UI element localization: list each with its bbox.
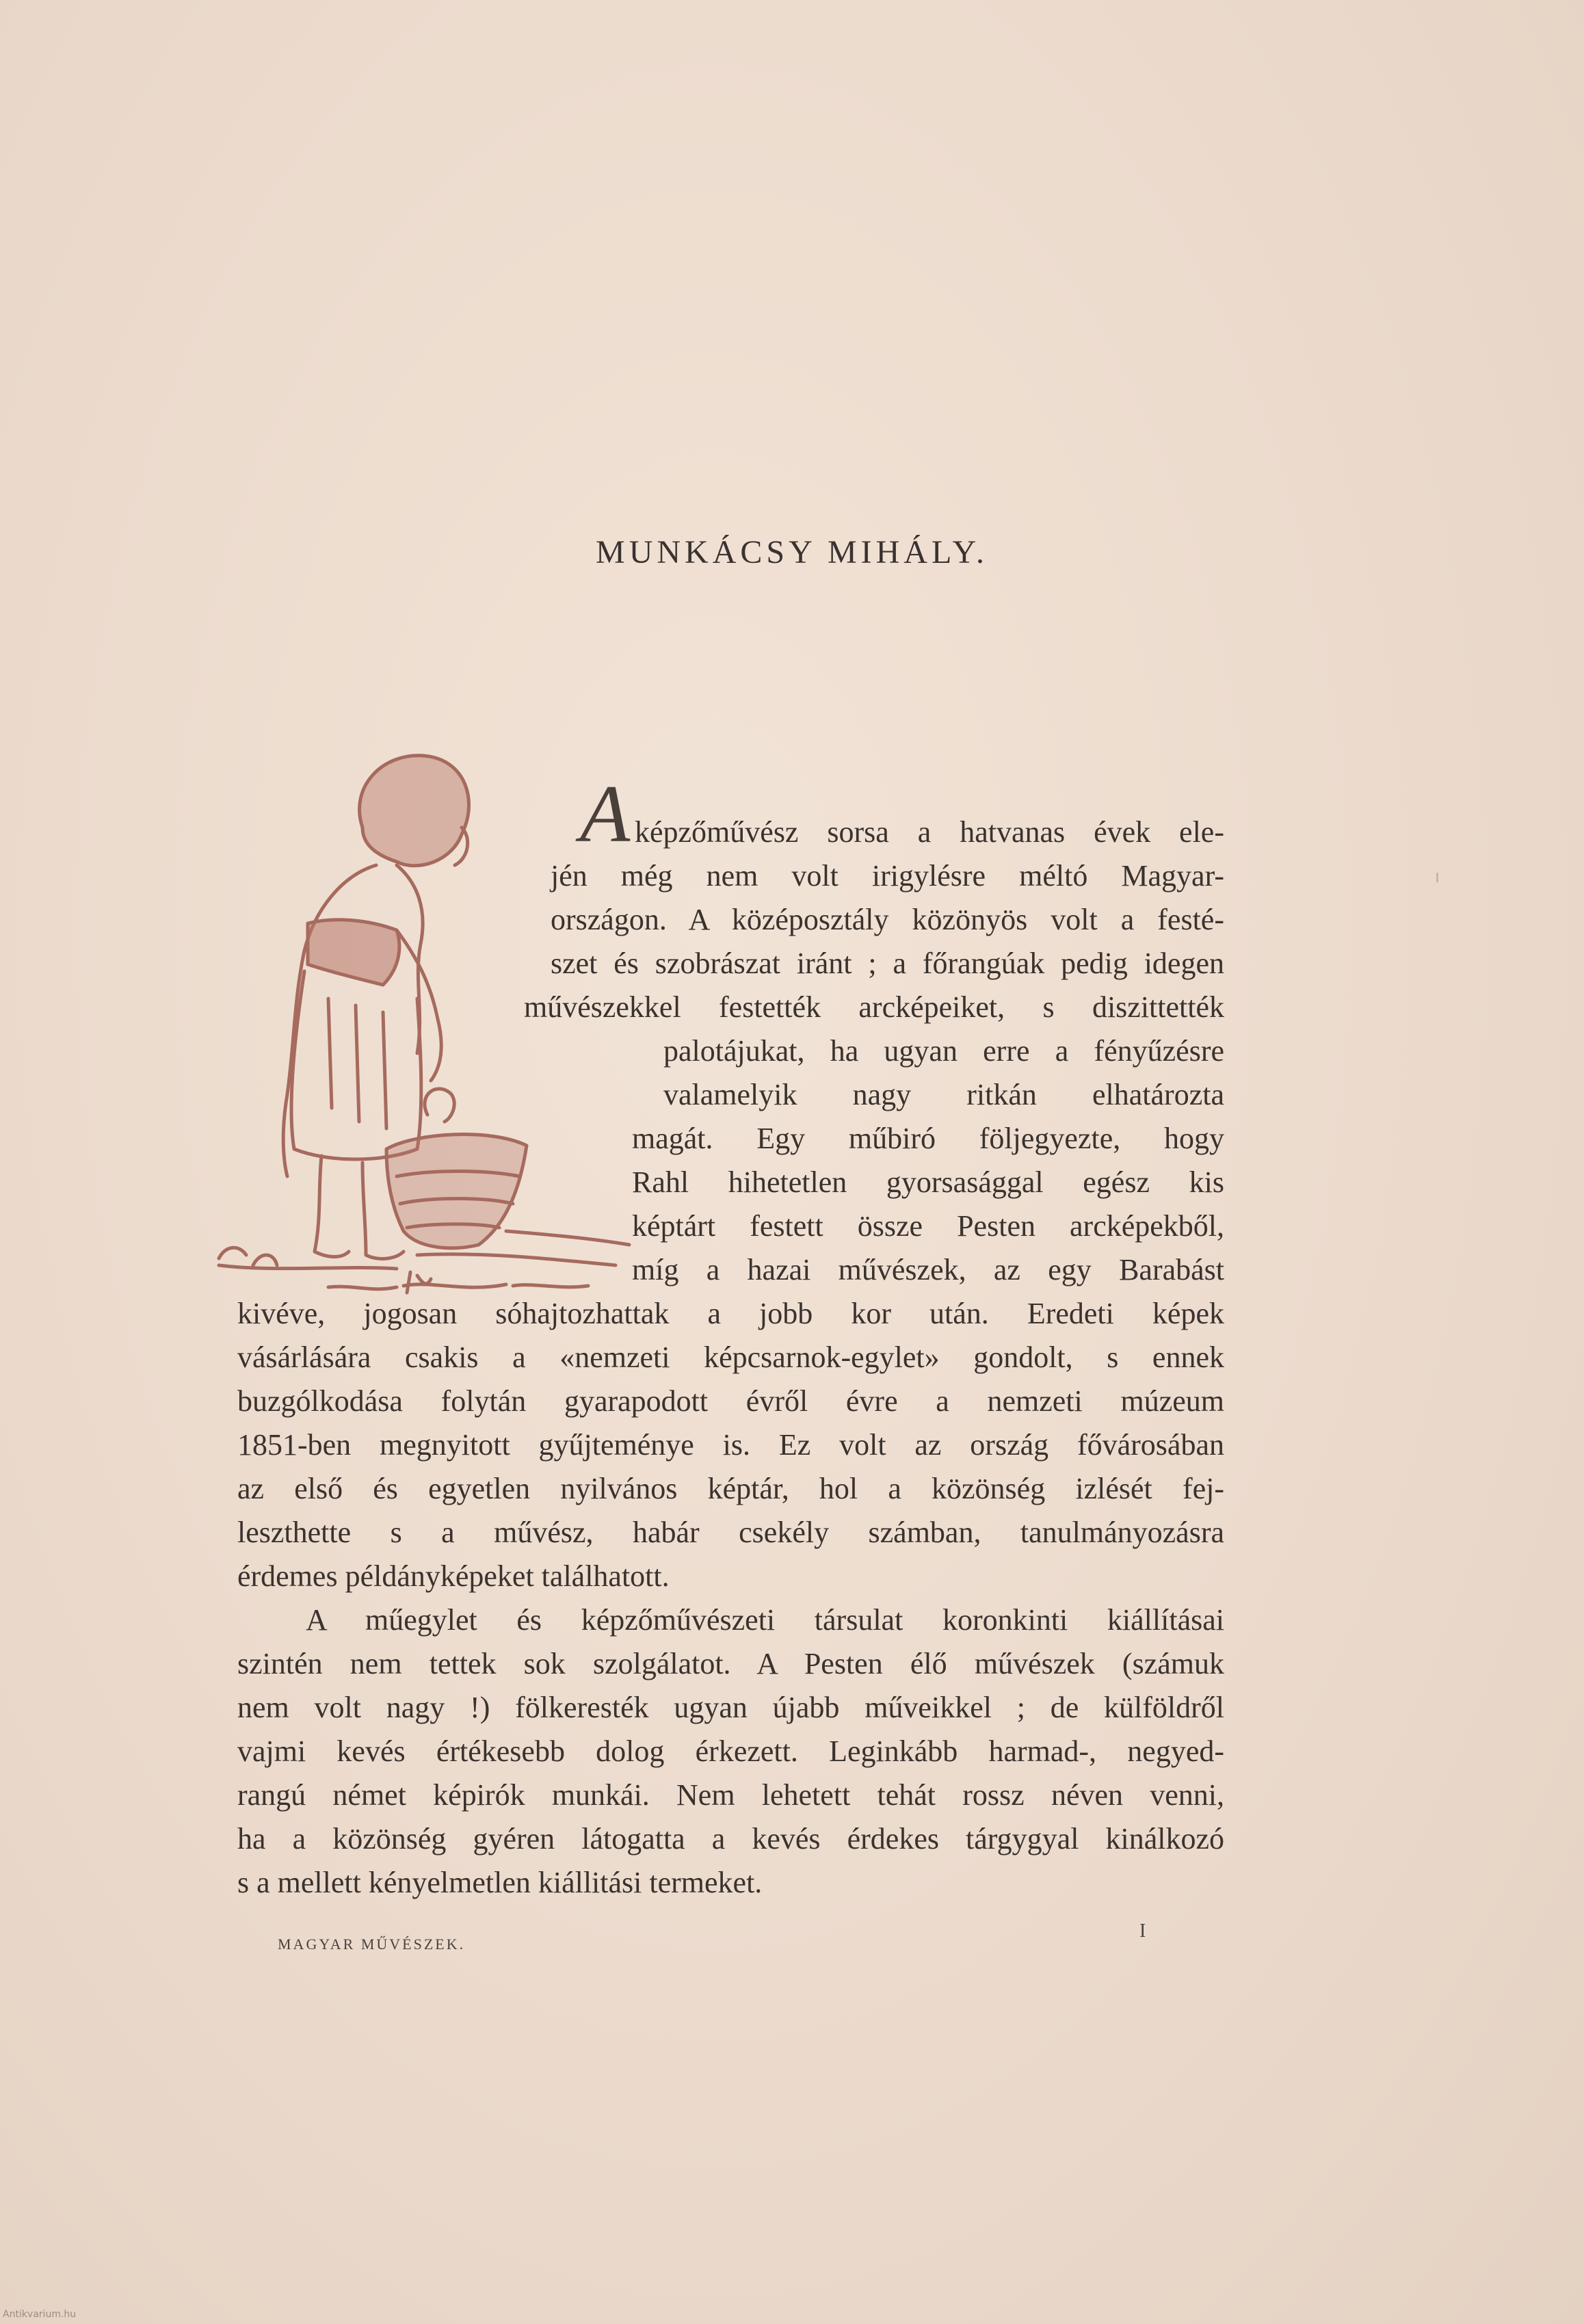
- watermark: Antikvarium.hu: [3, 2309, 77, 2320]
- text-line: palotájukat, ha ugyan erre a fényűzésre: [663, 1034, 1224, 1068]
- text-line: buzgólkodása folytán gyarapodott évről évre a nemzeti múzeum: [237, 1384, 1224, 1418]
- text-line: szintén nem tettek sok szolgálatot. A Pesten élő művészek (számuk: [237, 1647, 1224, 1680]
- text-line: s a mellett kényelmetlen kiállitási termeket.: [237, 1866, 763, 1899]
- text-line: valamelyik nagy ritkán elhatározta: [663, 1078, 1224, 1111]
- drop-cap: A: [580, 768, 631, 859]
- text-line: A műegylet és képzőművészeti társulat koronkinti kiállításai: [306, 1603, 1224, 1637]
- text-line: szet és szobrászat iránt ; a főrangúak pedig idegen: [551, 947, 1224, 980]
- text-line: országon. A középosztály közönyös volt a festé-: [551, 903, 1224, 936]
- text-line: kivéve, jogosan sóhajtozhattak a jobb kor után. Eredeti képek: [237, 1297, 1224, 1330]
- text-line: vajmi kevés értékesebb dolog érkezett. Leginkább harmad-, negyed-: [237, 1734, 1224, 1768]
- text-line: ha a közönség gyéren látogatta a kevés érdekes tárgygyal kinálkozó: [237, 1822, 1224, 1856]
- paper-mark: [1436, 873, 1438, 882]
- text-line: jén még nem volt irigylésre méltó Magyar-: [551, 859, 1224, 893]
- text-line: az első és egyetlen nyilvános képtár, hol a közönség izlését fej-: [237, 1472, 1224, 1505]
- text-line: érdemes példányképeket találhatott.: [237, 1559, 670, 1593]
- text-line: leszthette s a művész, habár csekély számban, tanulmányozásra: [237, 1516, 1224, 1549]
- text-line: művészekkel festették arcképeiket, s diszittették: [524, 990, 1224, 1024]
- text-line: rangú német képirók munkái. Nem lehetett tehát rossz néven venni,: [237, 1778, 1224, 1812]
- running-footer: MAGYAR MŰVÉSZEK.: [278, 1936, 466, 1953]
- page-number: I: [1139, 1920, 1146, 1942]
- text-line: magát. Egy műbiró följegyezte, hogy: [632, 1122, 1224, 1155]
- text-line: nem volt nagy !) fölkeresték ugyan újabb műveikkel ; de külföldről: [237, 1691, 1224, 1724]
- text-line: képtárt festett össze Pesten arcképekből,: [632, 1209, 1224, 1243]
- text-line: míg a hazai művészek, az egy Barabást: [632, 1253, 1224, 1286]
- page-title: MUNKÁCSY MIHÁLY.: [596, 534, 988, 570]
- text-line: képzőművész sorsa a hatvanas évek ele-: [635, 815, 1224, 849]
- text-line: 1851-ben megnyitott gyűjteménye is. Ez volt az ország fővárosában: [237, 1428, 1224, 1462]
- text-line: vásárlására csakis a «nemzeti képcsarnok-egylet» gondolt, s ennek: [237, 1341, 1224, 1374]
- text-line: Rahl hihetetlen gyorsasággal egész kis: [632, 1165, 1224, 1199]
